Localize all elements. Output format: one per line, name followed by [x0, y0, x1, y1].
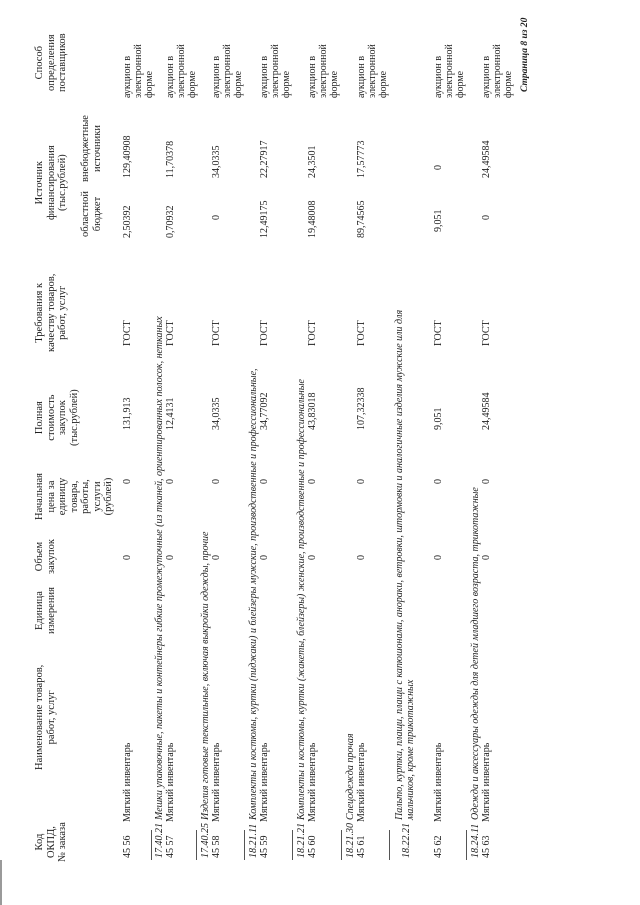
- item-regional: 0: [211, 215, 222, 220]
- header-unit: Единица измерения: [34, 587, 57, 634]
- item-volume: 0: [307, 555, 318, 560]
- category-code: 18.22.21: [401, 823, 412, 858]
- order-code: 45 63: [481, 835, 492, 858]
- item-req: ГОСТ: [211, 320, 222, 346]
- page-number: Страница 8 из 20: [520, 17, 530, 92]
- header-other: внебюджетные источники: [80, 115, 103, 182]
- item-total: 34,0335: [211, 397, 222, 430]
- item-total: 43,83018: [307, 392, 318, 430]
- item-volume: 0: [356, 555, 367, 560]
- item-regional: 0,70932: [165, 205, 176, 238]
- category-code: 17.40.25: [200, 823, 211, 858]
- item-method: аукцион в электронной форме: [481, 44, 514, 98]
- order-code: 45 58: [211, 835, 222, 858]
- item-price: 0: [433, 479, 444, 484]
- item-total: 12,4131: [165, 397, 176, 430]
- item-price: 0: [165, 479, 176, 484]
- item-req: ГОСТ: [307, 320, 318, 346]
- item-volume: 0: [259, 555, 270, 560]
- item-volume: 0: [122, 555, 133, 560]
- item-volume: 0: [211, 555, 222, 560]
- item-name: Мягкий инвентарь: [307, 742, 318, 822]
- category-code: 18.21.30: [345, 823, 356, 858]
- header-funding: Источник финансирования (тыс.рублей): [34, 145, 68, 220]
- item-total: 24,49584: [481, 392, 492, 430]
- order-code: 45 59: [259, 835, 270, 858]
- category-name: Комплекты и костюмы, куртки (жакеты, блейзеры) женские, производственные и профессиональные: [296, 379, 307, 820]
- header-name: Наименование товаров, работ, услуг: [34, 664, 57, 770]
- header-price: Начальная цена за единицу товара, работы, услуги (рублей): [34, 473, 114, 520]
- item-volume: 0: [165, 555, 176, 560]
- item-method: аукцион в электронной форме: [211, 44, 244, 98]
- row-divider: [466, 830, 467, 860]
- order-code: 45 61: [356, 835, 367, 858]
- header-requirements: Требования к качеству товаров, работ, услуг: [34, 273, 68, 352]
- order-code: 45 60: [307, 835, 318, 858]
- item-name: Мягкий инвентарь: [481, 742, 492, 822]
- item-price: 0: [122, 479, 133, 484]
- item-other: 24,49584: [481, 140, 492, 178]
- item-other: 11,70378: [165, 140, 176, 178]
- row-divider: [151, 830, 152, 860]
- row-divider: [341, 830, 342, 860]
- category-name: Спецодежда прочая: [345, 733, 356, 820]
- scan-edge-mark: [0, 860, 2, 905]
- item-price: 0: [481, 479, 492, 484]
- row-divider: [244, 830, 245, 860]
- item-req: ГОСТ: [433, 320, 444, 346]
- item-method: аукцион в электронной форме: [433, 44, 466, 98]
- category-code: 18.24.11: [470, 823, 481, 858]
- category-name: Пальто, куртки, плащи, плащи с капюшонами, анораки, ветровки, штормовки и аналогичные изделия мужские или для мальчиков, кроме трикотажных: [394, 309, 416, 820]
- item-total: 34,77092: [259, 392, 270, 430]
- item-method: аукцион в электронной форме: [307, 44, 340, 98]
- row-divider: [389, 830, 390, 860]
- row-divider: [196, 830, 197, 860]
- item-req: ГОСТ: [356, 320, 367, 346]
- item-regional: 89,74565: [356, 200, 367, 238]
- item-other: 22,27917: [259, 140, 270, 178]
- category-name: Изделия готовые текстильные, включая выкройки одежды, прочие: [200, 531, 211, 820]
- item-other: 24,3501: [307, 145, 318, 178]
- item-price: 0: [259, 479, 270, 484]
- item-method: аукцион в электронной форме: [356, 44, 389, 98]
- item-name: Мягкий инвентарь: [211, 742, 222, 822]
- item-total: 131,913: [122, 397, 133, 430]
- order-code: 45 62: [433, 835, 444, 858]
- order-code: 45 56: [122, 835, 133, 858]
- item-name: Мягкий инвентарь: [433, 742, 444, 822]
- item-req: ГОСТ: [481, 320, 492, 346]
- item-price: 0: [211, 479, 222, 484]
- item-other: 34,0335: [211, 145, 222, 178]
- item-method: аукцион в электронной форме: [122, 44, 155, 98]
- item-other: 17,57773: [356, 140, 367, 178]
- item-name: Мягкий инвентарь: [356, 742, 367, 822]
- header-code: Код ОКПД, № заказа: [34, 822, 68, 862]
- header-regional: областной бюджет: [80, 191, 103, 237]
- category-code: 17.40.21: [154, 823, 165, 858]
- item-regional: 19,48008: [307, 200, 318, 238]
- header-method: Способ определения поставщиков: [34, 33, 68, 92]
- item-method: аукцион в электронной форме: [259, 44, 292, 98]
- header-total: Полная стоимость закупок (тыс.рублей): [34, 389, 80, 446]
- category-name: Мешки упаковочные, пакеты и контейнеры гибкие промежуточные (из тканей, ориентированных полосок, нетканых: [154, 316, 165, 820]
- row-divider: [292, 830, 293, 860]
- item-name: Мягкий инвентарь: [259, 742, 270, 822]
- item-total: 9,051: [433, 407, 444, 430]
- order-code: 45 57: [165, 835, 176, 858]
- item-volume: 0: [433, 555, 444, 560]
- header-volume: Объем закупок: [34, 539, 57, 574]
- category-code: 18.21.11: [248, 823, 259, 858]
- item-name: Мягкий инвентарь: [165, 742, 176, 822]
- item-price: 0: [307, 479, 318, 484]
- item-req: ГОСТ: [165, 320, 176, 346]
- item-regional: 0: [481, 215, 492, 220]
- item-name: Мягкий инвентарь: [122, 742, 133, 822]
- item-req: ГОСТ: [259, 320, 270, 346]
- item-price: 0: [356, 479, 367, 484]
- item-method: аукцион в электронной форме: [165, 44, 198, 98]
- item-regional: 2,50392: [122, 205, 133, 238]
- category-name: Комплекты и костюмы, куртки (пиджаки) и блейзеры мужские, производственные и профессиональные,: [248, 368, 259, 820]
- category-code: 18.21.21: [296, 823, 307, 858]
- item-regional: 12,49175: [259, 200, 270, 238]
- item-total: 107,32338: [356, 387, 367, 430]
- item-other: 129,40908: [122, 135, 133, 178]
- item-req: ГОСТ: [122, 320, 133, 346]
- item-other: 0: [433, 165, 444, 170]
- category-name: Одежда и аксессуары одежды для детей младшего возраста, трикотажные: [470, 487, 481, 820]
- item-volume: 0: [481, 555, 492, 560]
- item-regional: 9,051: [433, 209, 444, 232]
